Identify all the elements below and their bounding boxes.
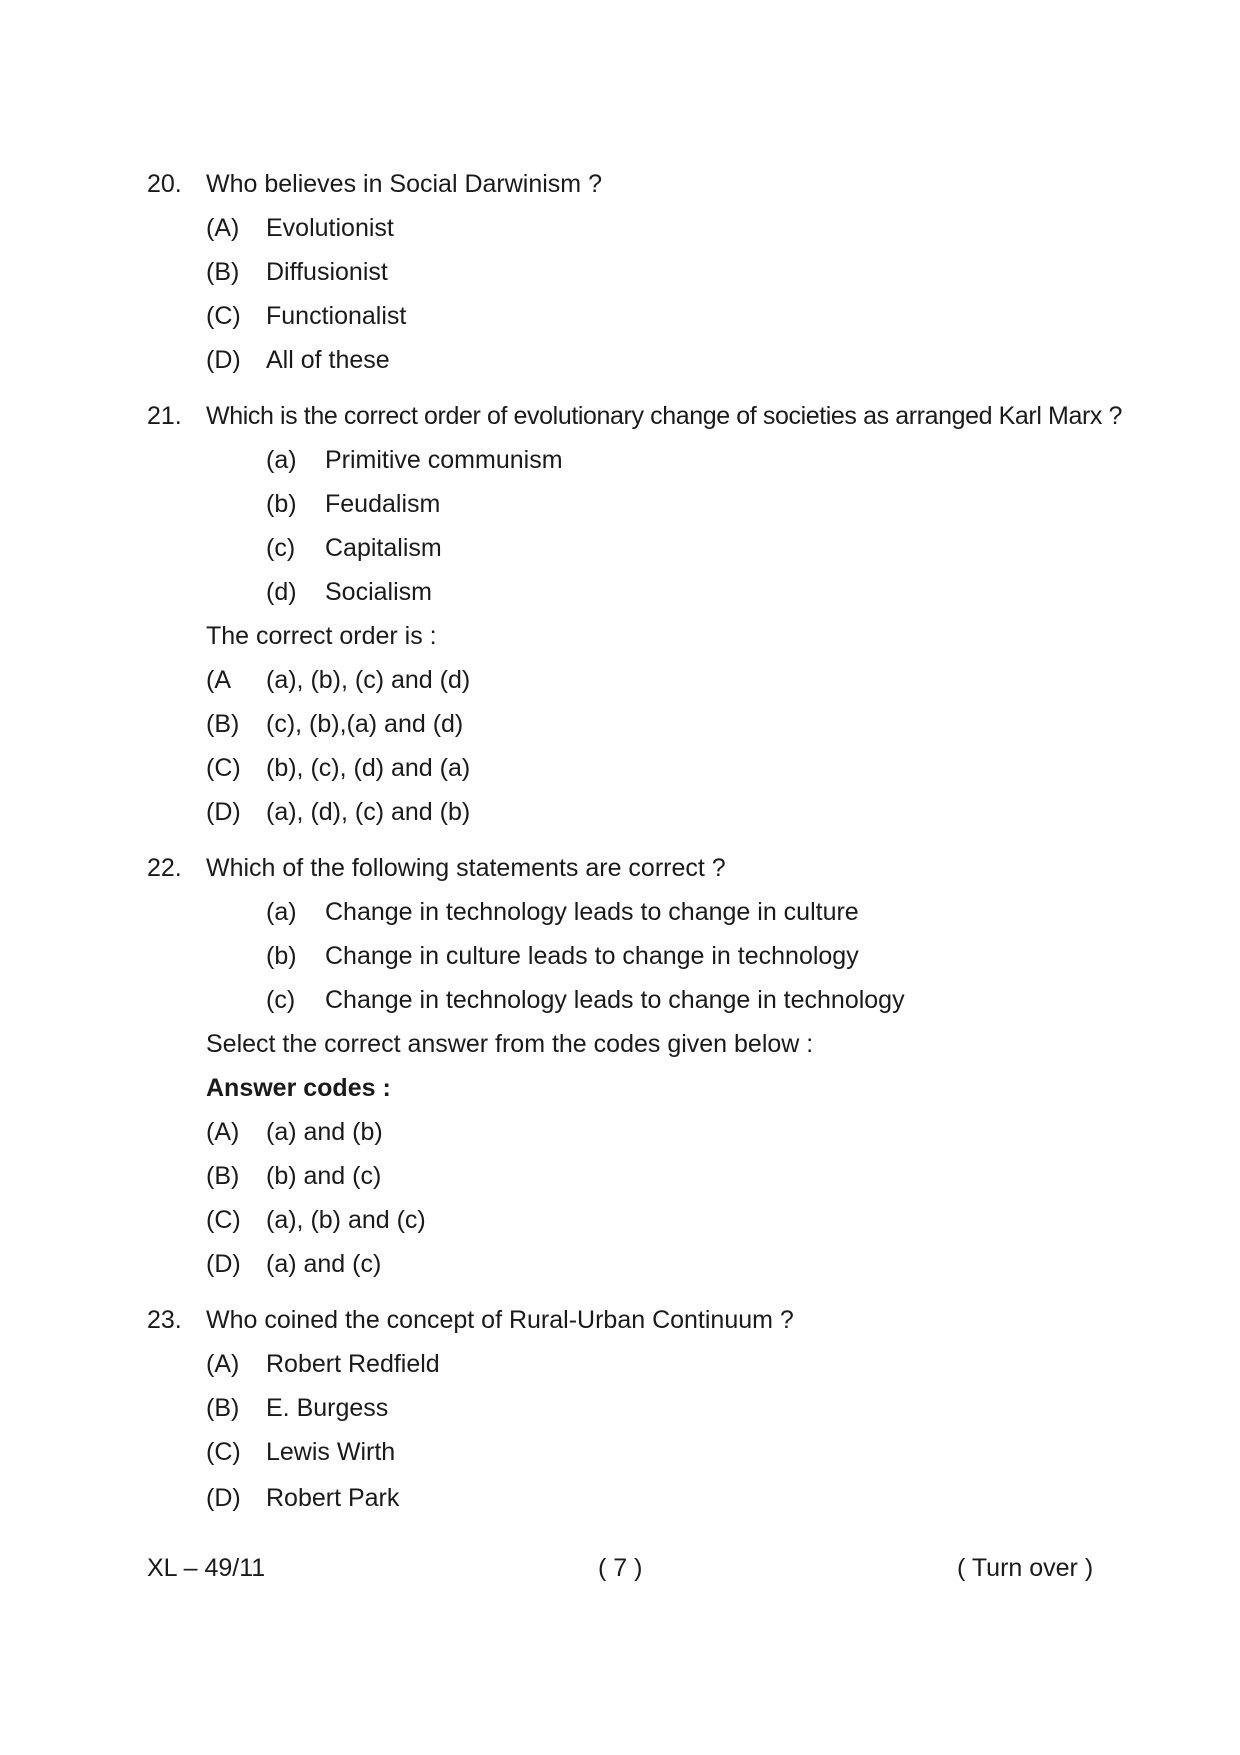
option-text: All of these — [266, 346, 390, 374]
option-label: (C) — [206, 1438, 241, 1466]
option-text: Lewis Wirth — [266, 1438, 396, 1466]
question-instruction: Select the correct answer from the codes given below : — [206, 1030, 814, 1058]
statement-label: (a) — [266, 898, 297, 926]
option-text: Evolutionist — [266, 214, 394, 242]
option-label: (A) — [206, 1350, 240, 1378]
option-text: (b) and (c) — [266, 1162, 382, 1190]
option-label: (C) — [206, 302, 241, 330]
paper-code: XL – 49/11 — [147, 1554, 266, 1582]
option-label: (A) — [206, 214, 240, 242]
statement-label: (a) — [266, 446, 297, 474]
option-label: (D) — [206, 798, 241, 826]
option-text: (a), (d), (c) and (b) — [266, 798, 471, 826]
option-text: (a), (b) and (c) — [266, 1206, 426, 1234]
option-text: Robert Redfield — [266, 1350, 440, 1378]
statement-text: Feudalism — [325, 490, 441, 518]
option-label: (B) — [206, 1162, 240, 1190]
option-label: (D) — [206, 1484, 241, 1512]
question-text: Which is the correct order of evolutionary change of societies as arranged Karl Marx ? — [206, 402, 1123, 430]
statement-text: Capitalism — [325, 534, 442, 562]
statement-text: Change in culture leads to change in technology — [325, 942, 859, 970]
option-text: (c), (b),(a) and (d) — [266, 710, 464, 738]
question-number: 22. — [147, 854, 182, 882]
option-label: (B) — [206, 710, 240, 738]
question-text: Which of the following statements are correct ? — [206, 854, 726, 882]
statement-text: Change in technology leads to change in culture — [325, 898, 859, 926]
page-number: ( 7 ) — [598, 1554, 643, 1582]
option-label: (D) — [206, 346, 241, 374]
option-label: (C) — [206, 1206, 241, 1234]
question-text: Who coined the concept of Rural-Urban Continuum ? — [206, 1306, 794, 1334]
option-text: (a) and (b) — [266, 1118, 383, 1146]
option-label: (B) — [206, 1394, 240, 1422]
option-text: (a) and (c) — [266, 1250, 382, 1278]
option-text: (a), (b), (c) and (d) — [266, 666, 471, 694]
option-label: (A — [206, 666, 231, 694]
statement-text: Change in technology leads to change in technology — [325, 986, 905, 1014]
option-label: (B) — [206, 258, 240, 286]
statement-text: Socialism — [325, 578, 432, 606]
option-text: Diffusionist — [266, 258, 388, 286]
statement-label: (b) — [266, 490, 297, 518]
option-label: (A) — [206, 1118, 240, 1146]
statement-label: (b) — [266, 942, 297, 970]
statement-label: (c) — [266, 534, 296, 562]
option-label: (D) — [206, 1250, 241, 1278]
statement-label: (c) — [266, 986, 296, 1014]
question-text: Who believes in Social Darwinism ? — [206, 170, 602, 198]
statement-text: Primitive communism — [325, 446, 563, 474]
option-label: (C) — [206, 754, 241, 782]
option-text: Robert Park — [266, 1484, 400, 1512]
question-instruction: The correct order is : — [206, 622, 437, 650]
option-text: (b), (c), (d) and (a) — [266, 754, 471, 782]
turn-over-note: ( Turn over ) — [957, 1554, 1094, 1582]
statement-label: (d) — [266, 578, 297, 606]
question-number: 20. — [147, 170, 182, 198]
answer-codes-heading: Answer codes : — [206, 1074, 391, 1102]
question-number: 21. — [147, 402, 182, 430]
question-number: 23. — [147, 1306, 182, 1334]
option-text: Functionalist — [266, 302, 407, 330]
option-text: E. Burgess — [266, 1394, 389, 1422]
